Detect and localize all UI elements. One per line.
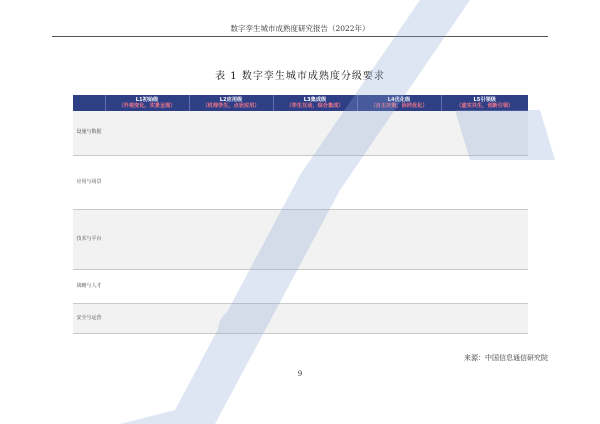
row-head: 安全与运营	[73, 303, 105, 333]
table-header-row	[73, 95, 528, 111]
table-row	[73, 269, 528, 303]
table-cell	[105, 111, 189, 155]
row-head: 应用与场景	[73, 155, 105, 209]
column-sublabel: （自主决策，协同优化）	[370, 103, 428, 109]
page-number: 9	[297, 370, 303, 378]
column-header-l4	[357, 95, 441, 111]
table-cell	[273, 303, 357, 333]
table-row	[73, 111, 528, 155]
table-cell	[357, 111, 441, 155]
row-head: 设施与数据	[73, 111, 105, 155]
header-empty-cell	[73, 95, 105, 111]
table-cell	[441, 269, 528, 303]
column-sublabel: （孪生互动，综合集成）	[286, 103, 344, 109]
table-cell	[189, 111, 273, 155]
column-label: L4优化级	[387, 96, 411, 103]
table-cell	[441, 111, 528, 155]
table-row	[73, 209, 528, 269]
table-cell	[189, 269, 273, 303]
column-label: L1初始级	[135, 96, 159, 103]
table-row	[73, 303, 528, 333]
table-cell	[189, 155, 273, 209]
column-header-l2	[189, 95, 273, 111]
column-label: L3集成级	[303, 96, 327, 103]
table-cell	[189, 303, 273, 333]
table-cell	[441, 209, 528, 269]
maturity-table	[73, 95, 528, 334]
table-cell	[357, 303, 441, 333]
column-header-l3	[273, 95, 357, 111]
table-row	[73, 155, 528, 209]
table-cell	[105, 209, 189, 269]
table-title: 表 1 数字孪生城市成熟度分级要求	[215, 71, 385, 82]
table-cell	[357, 269, 441, 303]
column-header-l5	[441, 95, 528, 111]
table-cell	[273, 209, 357, 269]
column-header-l1	[105, 95, 189, 111]
column-sublabel: （外观变化，实景呈现）	[118, 103, 176, 109]
table-cell	[273, 155, 357, 209]
table-cell	[105, 303, 189, 333]
column-label: L5引领级	[473, 96, 496, 103]
row-head: 技术与平台	[73, 209, 105, 269]
header-rule	[52, 36, 548, 37]
column-label: L2应用级	[219, 96, 243, 103]
table-cell	[441, 303, 528, 333]
table-cell	[189, 209, 273, 269]
row-head: 战略与人才	[73, 269, 105, 303]
table-cell	[357, 155, 441, 209]
column-sublabel: （虚实共生，创新引领）	[456, 103, 514, 109]
table-cell	[441, 155, 528, 209]
table-cell	[105, 155, 189, 209]
table-cell	[357, 209, 441, 269]
table-cell	[273, 111, 357, 155]
table-cell	[105, 269, 189, 303]
column-sublabel: （机理孪生，点状应用）	[202, 103, 260, 109]
table-cell	[273, 269, 357, 303]
table-source: 来源：中国信息通信研究院	[464, 354, 548, 362]
running-header: 数字孪生城市成熟度研究报告（2022年）	[230, 24, 370, 33]
